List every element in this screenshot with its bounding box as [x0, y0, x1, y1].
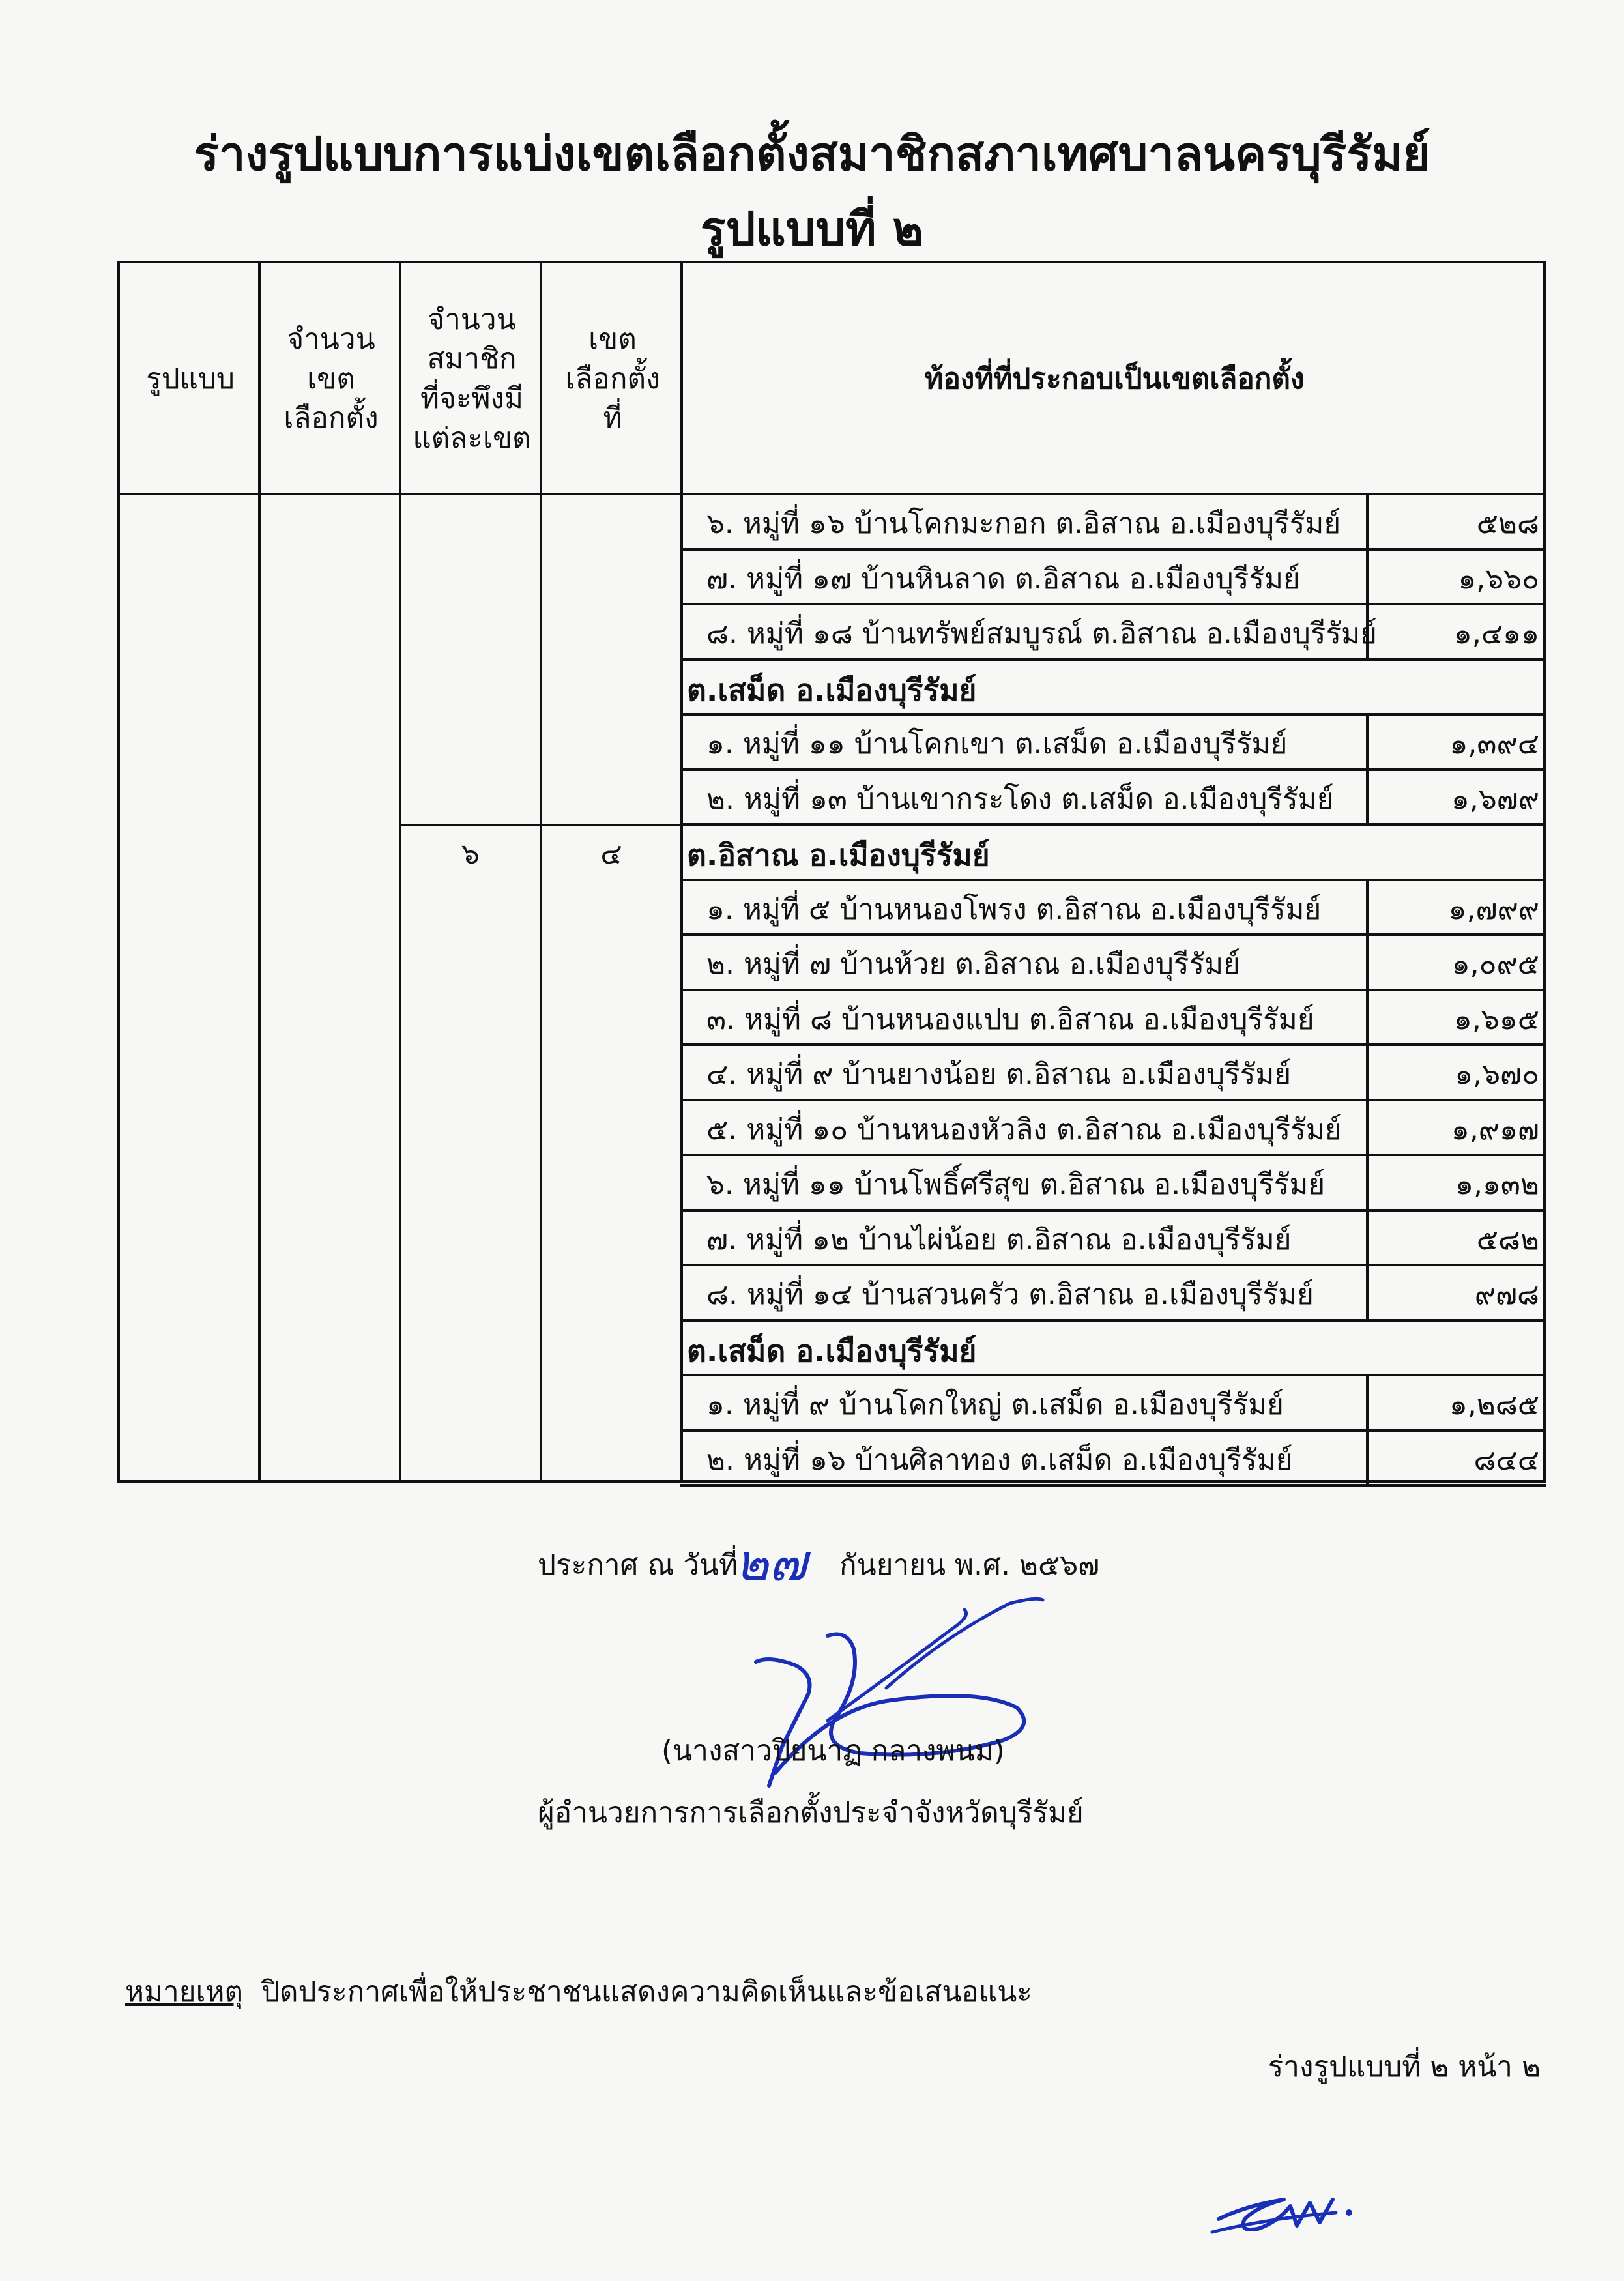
village-row-count: ๕๘๒ [1476, 1223, 1539, 1257]
village-row-count: ๑,๖๗๐ [1455, 1058, 1539, 1091]
header-members-label: จำนวน สมาชิก ที่จะพึงมี แต่ละเขต [413, 302, 531, 455]
village-row-text: ๑. หมู่ที่ ๕ บ้านหนองโพรง ต.อิสาณ อ.เมืองบุรีรัมย์ [706, 892, 1322, 926]
subdistrict-group-header: ต.เสม็ด อ.เมืองบุรีรัมย์ [687, 1333, 977, 1369]
header-districts-label: จำนวน เขต เลือกตั้ง [283, 322, 379, 435]
village-row-text: ๖. หมู่ที่ ๑๑ บ้านโพธิ์ศรีสุข ต.อิสาณ อ.เมืองบุรีรัมย์ [706, 1168, 1326, 1201]
village-row-text: ๖. หมู่ที่ ๑๖ บ้านโคกมะกอก ต.อิสาณ อ.เมืองบุรีรัมย์ [706, 507, 1341, 540]
village-row-count: ๑,๖๑๕ [1453, 1002, 1539, 1036]
header-district-no [542, 263, 683, 495]
village-row-text: ๑. หมู่ที่ ๙ บ้านโคกใหญ่ ต.เสม็ด อ.เมืองบุรีรัมย์ [706, 1388, 1284, 1421]
initials-mark [1206, 2173, 1375, 2245]
note-text: ปิดประกาศเพื่อให้ประชาชนแสดงความคิดเห็นและข้อเสนอแนะ [261, 1975, 1032, 2009]
village-row-count: ๑,๙๑๗ [1451, 1112, 1539, 1146]
note [125, 1975, 1032, 2009]
village-row-text: ๕. หมู่ที่ ๑๐ บ้านหนองหัวลิง ต.อิสาณ อ.เมืองบุรีรัมย์ [706, 1112, 1342, 1146]
village-row-count: ๑,๐๙๕ [1451, 948, 1539, 981]
village-row-text: ๗. หมู่ที่ ๑๗ บ้านหินลาด ต.อิสาณ อ.เมืองบุรีรัมย์ [706, 562, 1300, 596]
announce-day-handwritten: ๒๗ [735, 1534, 807, 1593]
note-label: หมายเหตุ [125, 1975, 244, 2009]
districts-table [117, 261, 1546, 1483]
document-title: ร่างรูปแบบการแบ่งเขตเลือกตั้งสมาชิกสภาเทศบาลนครบุรีรัมย์ [194, 126, 1430, 181]
document-subtitle: รูปแบบที่ ๒ [700, 201, 924, 256]
village-row-text: ๘. หมู่ที่ ๑๘ บ้านทรัพย์สมบูรณ์ ต.อิสาณ อ.เมืองบุรีรัมย์ [706, 617, 1377, 650]
header-area: ท้องที่ที่ประกอบเป็นเขตเลือกตั้ง [924, 362, 1305, 396]
village-row-count: ๑,๒๘๕ [1449, 1388, 1539, 1421]
village-row-count: ๕๒๘ [1476, 507, 1539, 540]
village-row-count: ๘๔๔ [1473, 1443, 1539, 1477]
village-row-text: ๒. หมู่ที่ ๑๖ บ้านศิลาทอง ต.เสม็ด อ.เมืองบุรีรัมย์ [706, 1443, 1293, 1477]
header-districts [261, 263, 401, 495]
signer-name: (นางสาวปิยนาฏ กลางพนม) [661, 1734, 1005, 1767]
village-row-count: ๑,๓๙๔ [1449, 727, 1539, 761]
announce-prefix: ประกาศ ณ วันที่ [538, 1548, 738, 1582]
header-form: รูปแบบ [146, 362, 235, 396]
village-row-count: ๑,๗๙๙ [1448, 892, 1539, 926]
village-row-count: ๑,๑๓๒ [1455, 1168, 1539, 1201]
village-row-text: ๔. หมู่ที่ ๙ บ้านยางน้อย ต.อิสาณ อ.เมืองบุรีรัมย์ [706, 1058, 1292, 1091]
village-row-text: ๘. หมู่ที่ ๑๔ บ้านสวนครัว ต.อิสาณ อ.เมืองบุรีรัมย์ [706, 1278, 1314, 1311]
signature-mark [730, 1590, 1069, 1799]
village-row-text: ๗. หมู่ที่ ๑๒ บ้านไผ่น้อย ต.อิสาณ อ.เมืองบุรีรัมย์ [706, 1223, 1292, 1257]
subdistrict-group-header: ต.เสม็ด อ.เมืองบุรีรัมย์ [687, 672, 977, 708]
header-members [401, 263, 542, 495]
announce-suffix: กันยายน พ.ศ. ๒๕๖๗ [839, 1548, 1100, 1582]
district-number: ๔ [600, 837, 622, 871]
village-row-text: ๑. หมู่ที่ ๑๑ บ้านโคกเขา ต.เสม็ด อ.เมืองบุรีรัมย์ [706, 727, 1288, 761]
village-row-text: ๓. หมู่ที่ ๘ บ้านหนองแปบ ต.อิสาณ อ.เมืองบุรีรัมย์ [706, 1002, 1314, 1036]
header-district-no-label: เขต เลือกตั้ง ที่ [565, 322, 660, 435]
page-label: ร่างรูปแบบที่ ๒ หน้า ๒ [1268, 2050, 1541, 2084]
village-row-count: ๑,๔๑๑ [1453, 617, 1539, 650]
village-row-count: ๑,๖๗๙ [1451, 782, 1539, 816]
village-row-text: ๒. หมู่ที่ ๗ บ้านห้วย ต.อิสาณ อ.เมืองบุรีรัมย์ [706, 948, 1240, 981]
village-row-count: ๑,๖๖๐ [1458, 562, 1539, 596]
members-per-district: ๖ [461, 837, 480, 871]
subdistrict-group-header: ต.อิสาณ อ.เมืองบุรีรัมย์ [687, 837, 990, 873]
village-row-text: ๒. หมู่ที่ ๑๓ บ้านเขากระโดง ต.เสม็ด อ.เมืองบุรีรัมย์ [706, 782, 1334, 816]
village-row-count: ๙๗๘ [1474, 1278, 1539, 1311]
signer-position: ผู้อำนวยการการเลือกตั้งประจำจังหวัดบุรีรัมย์ [538, 1796, 1084, 1829]
